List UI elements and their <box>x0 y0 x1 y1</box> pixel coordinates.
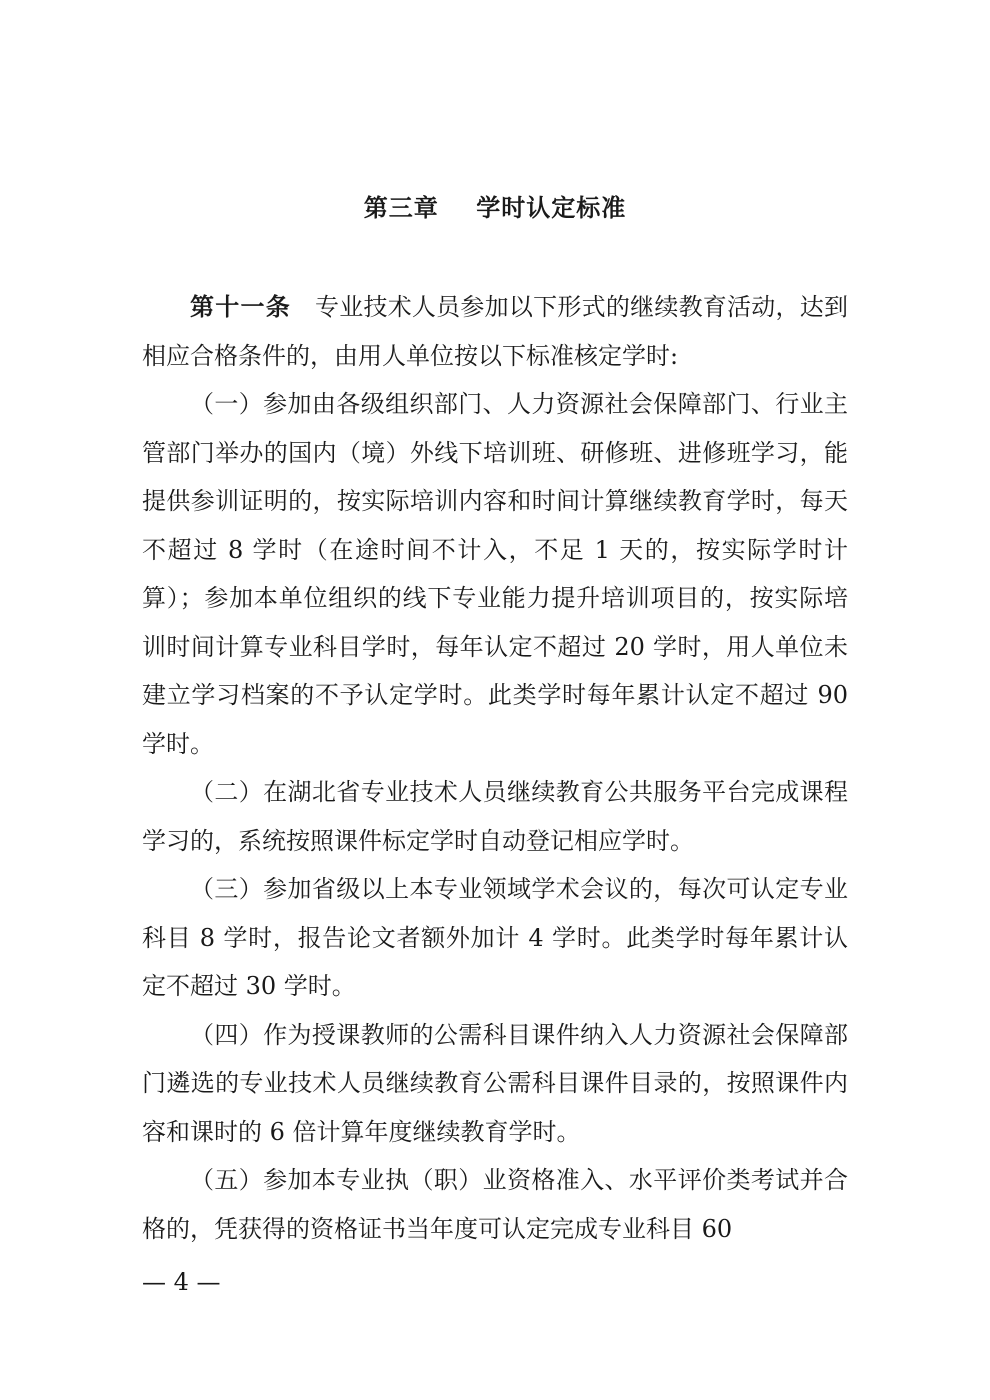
chapter-title: 第三章 学时认定标准 <box>363 194 627 222</box>
article-body <box>142 283 848 1253</box>
item-paragraph-1: （一）参加由各级组织部门、人力资源社会保障部门、行业主管部门举办的国内（境）外线下培训班、研修班、进修班学习，能提供参训证明的，按实际培训内容和时间计算继续教育学时，每天不超过 8 学时（在途时间不计入，不足 1 天的，按实际学时计算）；参加本单位组织的线下专业能力提升培训项目的，按实际培训时间计算专业科目学时，每年认定不超过 20 学时，用人单位未建立学习档案的不予认定学时。此类学时每年累计认定不超过 90 学时。 <box>142 390 848 758</box>
article-intro-paragraph <box>142 283 848 380</box>
article-intro-text: 专业技术人员参加以下形式的继续教育活动，达到相应合格条件的，由用人单位按以下标准核定学时: <box>142 293 849 370</box>
item-paragraph-4: （四）作为授课教师的公需科目课件纳入人力资源社会保障部门遴选的专业技术人员继续教育公需科目课件目录的，按照课件内容和课时的 6 倍计算年度继续教育学时。 <box>142 1020 848 1146</box>
item-paragraph-5: （五）参加本专业执（职）业资格准入、水平评价类考试并合格的，凭获得的资格证书当年度可认定完成专业科目 60 <box>142 1166 848 1243</box>
item-paragraph-2: （二）在湖北省专业技术人员继续教育公共服务平台完成课程学习的，系统按照课件标定学时自动登记相应学时。 <box>142 778 848 855</box>
article-label: 第十一条 <box>190 293 291 321</box>
item-paragraph-3: （三）参加省级以上本专业领域学术会议的，每次可认定专业科目 8 学时，报告论文者额外加计 4 学时。此类学时每年累计认定不超过 30 学时。 <box>142 875 848 1000</box>
page-number: — 4 — <box>142 1268 221 1296</box>
